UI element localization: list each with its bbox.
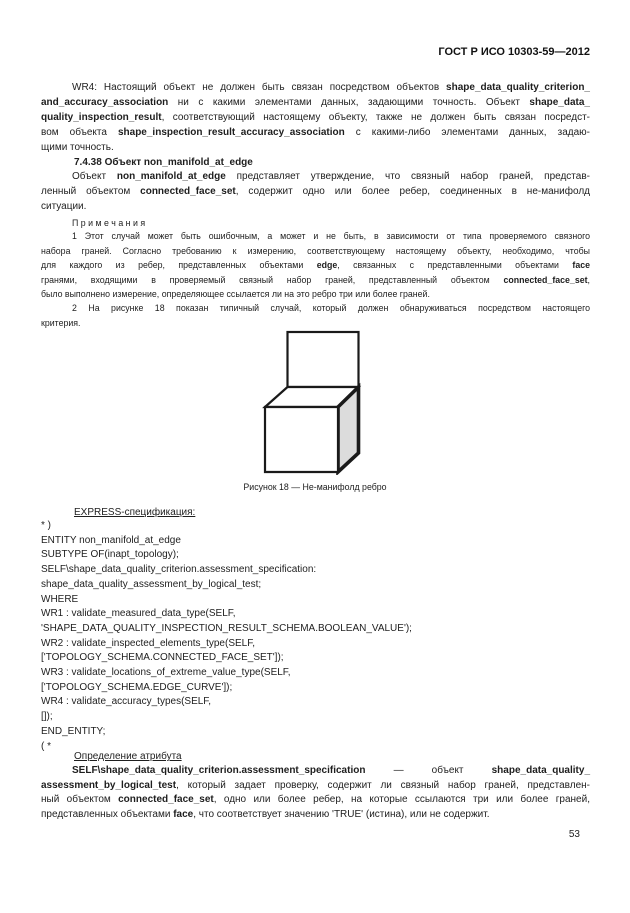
express-code-block [41, 519, 590, 754]
text-segment: представляет утверждение, что связный набор граней, представ- [225, 171, 590, 182]
text-line: * ) [41, 520, 51, 531]
text-segment: SELF\shape_data_quality_criterion.assessment_specification [72, 765, 366, 776]
text-segment: щими точность. [41, 142, 114, 153]
text-line [41, 184, 590, 199]
text-line: WR1 : validate_measured_data_type(SELF, [41, 608, 236, 620]
text-segment: shape_data_ [529, 97, 590, 108]
text-line: 'SHAPE_DATA_QUALITY_INSPECTION_RESULT_SCHEMA.BOOLEAN_VALUE'); [41, 622, 412, 634]
text-line [41, 140, 590, 155]
text-segment: , [587, 274, 590, 285]
text-segment: connected_face_set [118, 794, 214, 806]
text-segment: набора граней. Согласно требованию к измерению, соответствующему настоящему объекту, необходимо, чтобы [41, 245, 590, 256]
text-line [41, 199, 590, 214]
text-line [41, 110, 590, 125]
text-line: []); [41, 711, 53, 723]
cube-front-face [265, 407, 338, 472]
text-segment: Объект [72, 171, 117, 182]
text-segment: — объект [365, 765, 492, 776]
text-line: WR3 : validate_locations_of_extreme_value_type(SELF, [41, 667, 291, 679]
text-segment: , связанных с представленными объектами [337, 260, 573, 270]
text-segment: , одно или более ребер, на которые ссылаются три или более граней, [213, 794, 590, 806]
text-line [41, 125, 590, 140]
section-heading-7-4-38: 7.4.38 Объект non_manifold_at_edge [74, 157, 253, 168]
paragraph-attribute-definition [41, 764, 590, 823]
text-line [41, 273, 590, 288]
text-line: ENTITY non_manifold_at_edge [41, 534, 181, 546]
notes-label: П р и м е ч а н и я [72, 218, 146, 228]
page-number: 53 [568, 829, 580, 840]
text-line [41, 764, 590, 779]
text-segment: , соответствующий настоящему объекту, также не должен быть связан посредст- [161, 112, 590, 123]
attribute-definition-heading: Определение атрибута [74, 751, 182, 762]
text-segment: edge [316, 260, 338, 270]
text-segment: ни с какими элементами данных, задающими точность. Объект [168, 97, 530, 108]
paragraph-wr4 [41, 80, 590, 155]
text-line [41, 95, 590, 110]
text-segment: ленный объектом [41, 186, 141, 197]
text-line: END_ENTITY; [41, 725, 106, 737]
text-line [41, 779, 590, 794]
text-segment: , который задает проверку, содержит ли связный набор граней, представлен- [176, 779, 590, 791]
text-segment: non_manifold_at_edge [116, 171, 226, 182]
text-line: shape_data_quality_assessment_by_logical_test; [41, 578, 262, 590]
text-segment: ный объектом [41, 794, 119, 806]
text-segment: assessment_by_logical_test [41, 779, 177, 791]
page-header: ГОСТ Р ИСО 10303-59—2012 [438, 46, 590, 58]
text-segment: для каждого из ребер, представленных объектами [41, 260, 317, 270]
text-segment: quality_inspection_result [41, 112, 162, 123]
text-line: ['TOPOLOGY_SCHEMA.CONNECTED_FACE_SET']); [41, 652, 284, 664]
text-segment: and_accuracy_association [41, 97, 169, 108]
text-segment: с какими-либо элементами данных, задаю- [344, 127, 590, 138]
text-segment: WR4: Настоящий объект не должен быть связан посредством объектов [72, 82, 447, 93]
text-segment: connected_face_set [503, 274, 588, 285]
text-segment: connected_face_set [140, 186, 236, 197]
text-line: SUBTYPE OF(inapt_topology); [41, 549, 179, 561]
text-segment: критерия. [41, 317, 81, 328]
text-segment: , что соответствует значению 'TRUE' (истина), или не содержит. [193, 809, 490, 821]
vertical-sheet-face [288, 332, 359, 387]
text-segment: 2 На рисунке 18 показан типичный случай, который должен обнаруживаться посредством настоящего [72, 303, 590, 313]
text-line: WHERE [41, 593, 79, 605]
text-segment: гранями, входящими в проверяемый связный набор граней, представленный объектом [41, 274, 504, 285]
text-line [41, 80, 590, 95]
text-segment: 1 Этот случай может быть ошибочным, а может и не быть, в зависимости от типа проверяемого связного [72, 231, 590, 241]
text-segment: face [173, 809, 194, 821]
paragraph-object-definition [41, 169, 590, 214]
figure-non-manifold-edge [230, 325, 430, 475]
text-line: ['TOPOLOGY_SCHEMA.EDGE_CURVE']); [41, 681, 233, 693]
text-segment: ситуации. [41, 201, 87, 212]
text-line [41, 301, 590, 316]
text-segment: shape_data_quality_ [491, 765, 590, 776]
text-segment: face [572, 260, 590, 270]
text-line: WR2 : validate_inspected_elements_type(SELF, [41, 637, 256, 649]
text-line [41, 287, 590, 302]
text-line: WR4 : validate_accuracy_types(SELF, [41, 696, 212, 708]
text-segment: shape_data_quality_criterion_ [446, 82, 590, 93]
text-line [41, 258, 590, 273]
figure-caption: Рисунок 18 — Не-манифолд ребро [243, 482, 387, 492]
text-line [41, 244, 590, 259]
note-1 [41, 229, 590, 302]
express-spec-heading: EXPRESS-спецификация: [74, 507, 196, 518]
text-line [41, 229, 590, 244]
text-segment: вом объекта [41, 127, 118, 138]
text-segment: shape_inspection_result_accuracy_association [117, 127, 345, 138]
text-segment: , содержит одно или более ребер, соединенных в не-манифолд [235, 186, 590, 197]
text-line [41, 808, 590, 823]
text-segment: было выполнено измерение, определяющее ссылается ли на это ребро три или более граней. [41, 289, 430, 299]
text-line [41, 793, 590, 808]
text-line [41, 169, 590, 184]
text-line: ( * [41, 740, 51, 752]
text-line: SELF\shape_data_quality_criterion.assessment_specification: [41, 564, 317, 576]
text-segment: представленных объектами [41, 809, 174, 821]
